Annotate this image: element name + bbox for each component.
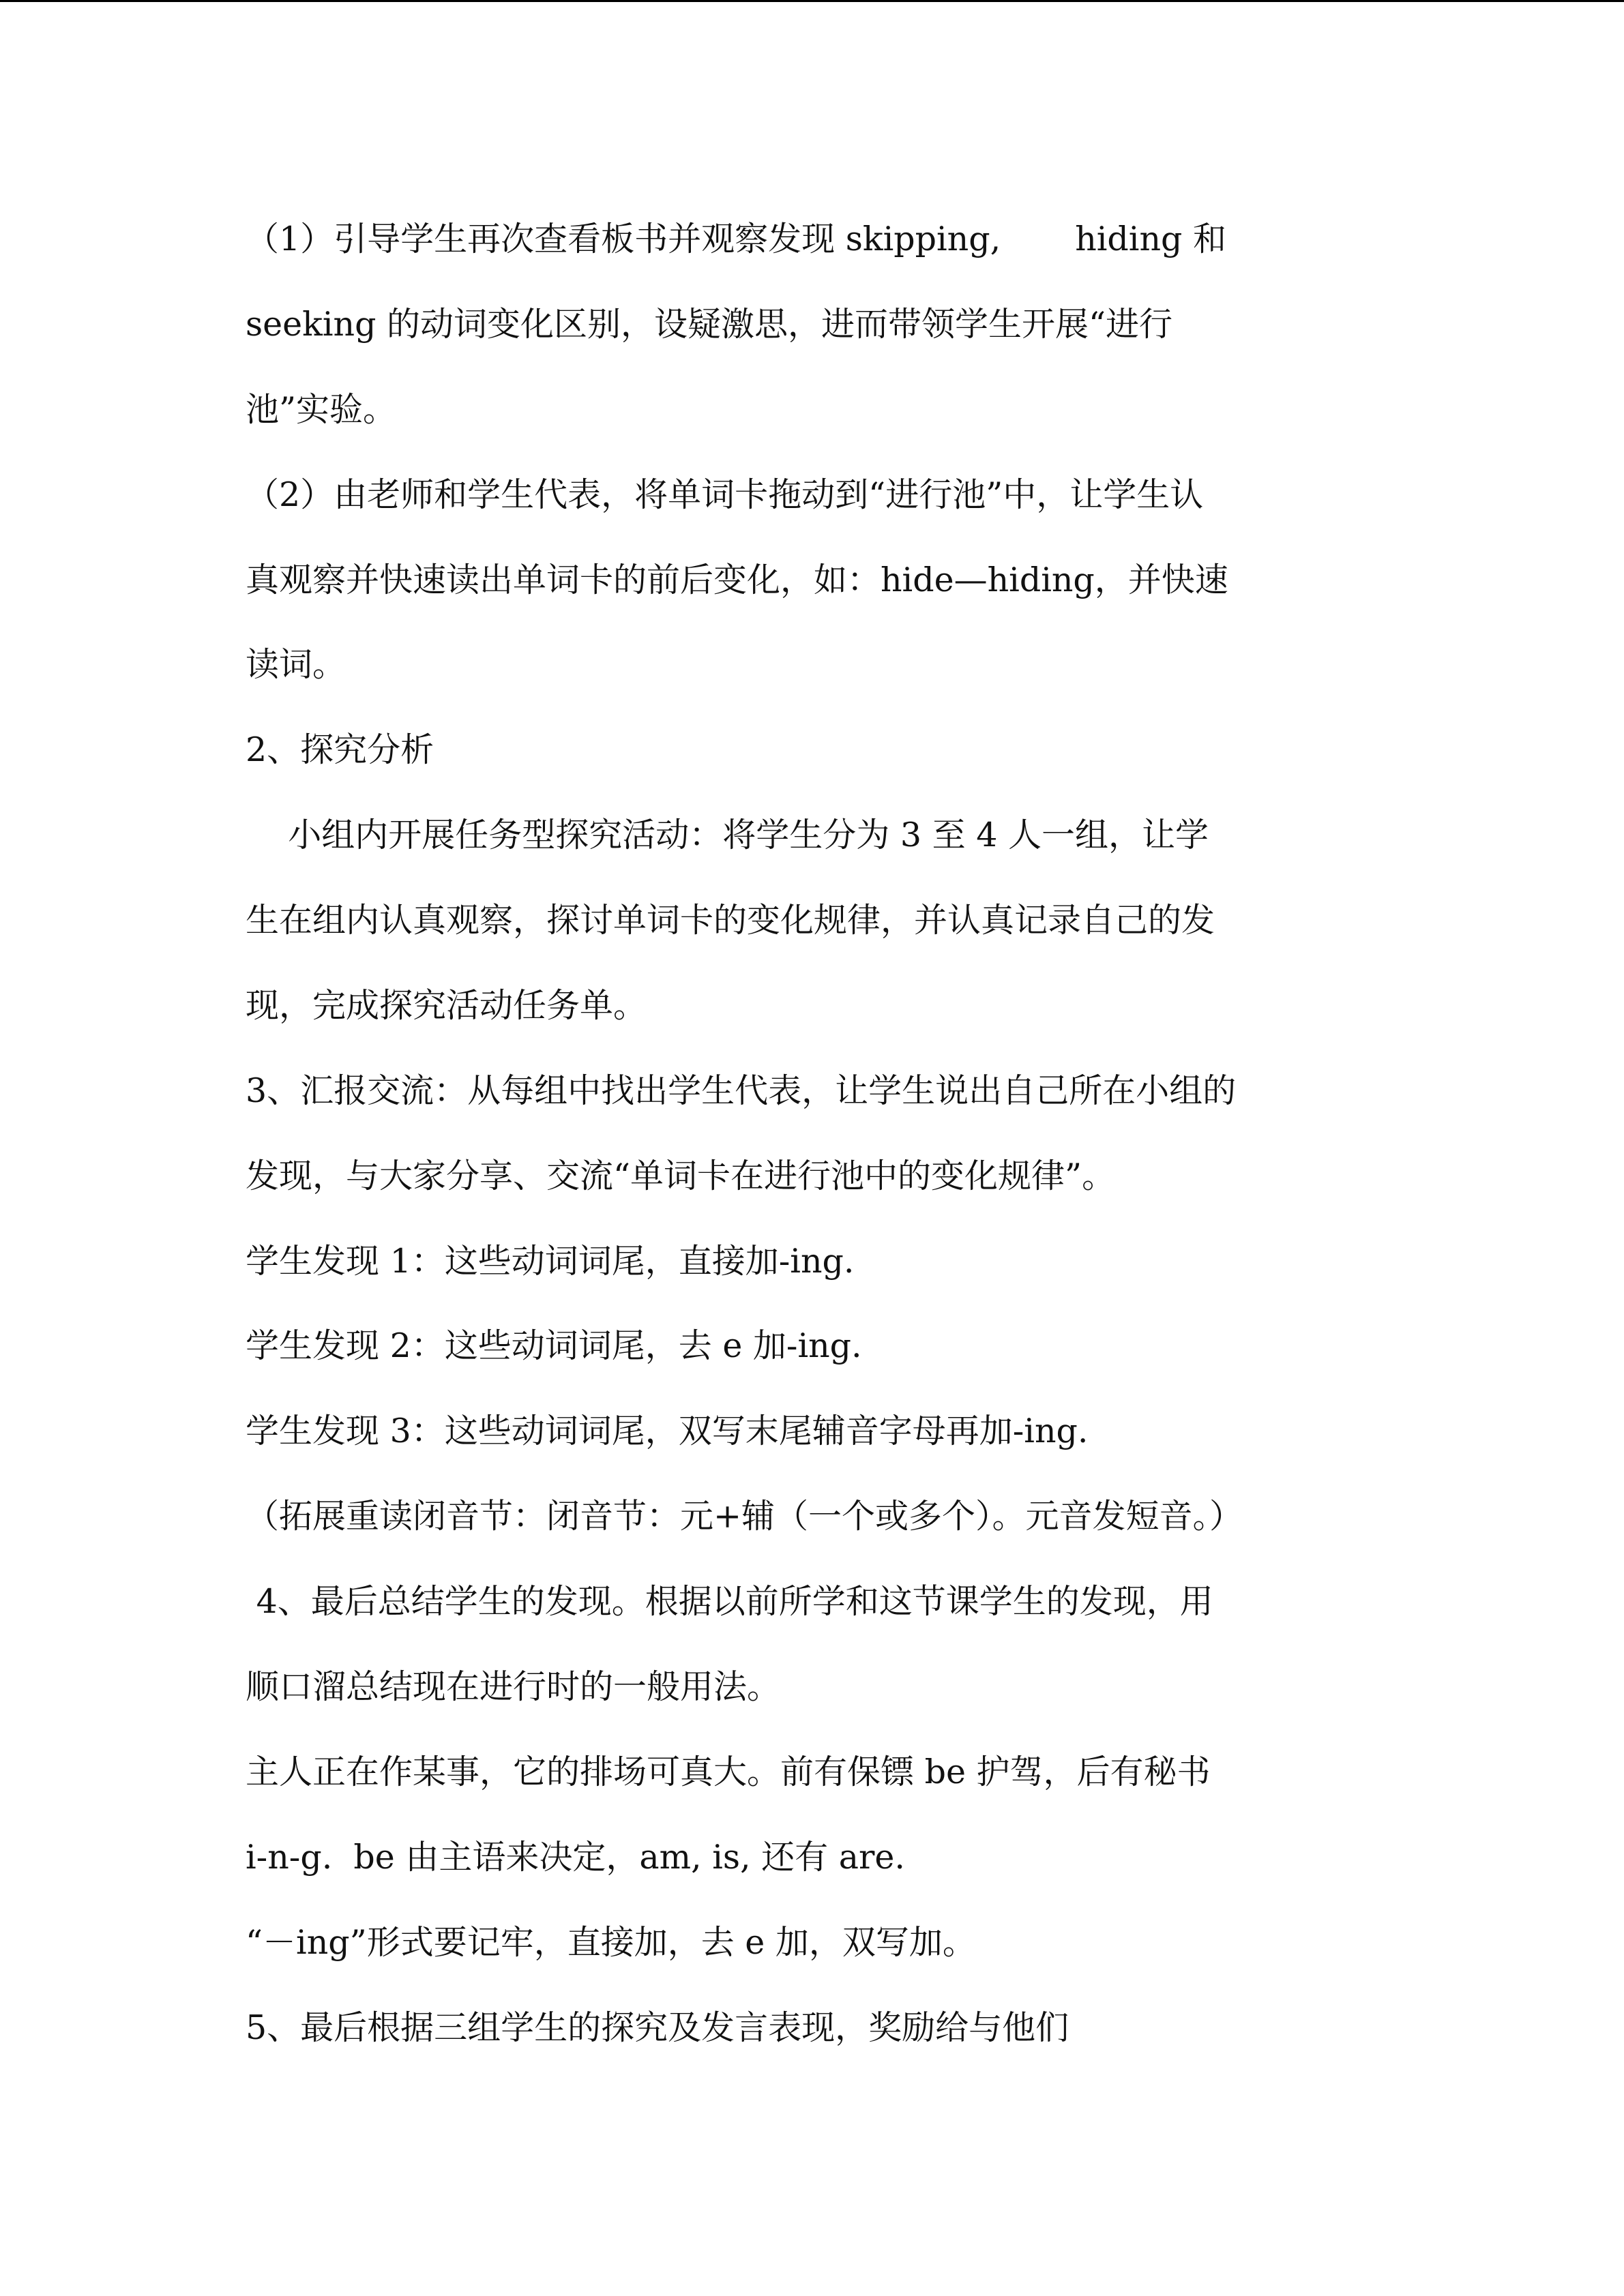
text-line: 生在组内认真观察，探讨单词卡的变化规律，并认真记录自己的发 xyxy=(246,901,1215,940)
text-line: 小组内开展任务型探究活动：将学生分为 3 至 4 人一组，让学 xyxy=(246,816,1209,854)
text-line: i-n-g. be 由主语来决定，am, is, 还有 are. xyxy=(246,1838,905,1877)
text-line: （2）由老师和学生代表，将单词卡拖动到“进行池”中，让学生认 xyxy=(246,475,1204,514)
text-line: 发现，与大家分享、交流“单词卡在进行池中的变化规律”。 xyxy=(246,1157,1116,1195)
text-line: 学生发现 1：这些动词词尾，直接加-ing. xyxy=(246,1242,855,1281)
text-line: seeking 的动词变化区别，设疑激思，进而带领学生开展“进行 xyxy=(246,305,1173,344)
text-line: 现，完成探究活动任务单。 xyxy=(246,986,647,1025)
text-line: 3、汇报交流：从每组中找出学生代表，让学生说出自己所在小组的 xyxy=(246,1071,1237,1110)
text-line: 学生发现 2：这些动词词尾，去 e 加-ing. xyxy=(246,1326,862,1365)
text-line: （拓展重读闭音节：闭音节：元+辅（一个或多个）。元音发短音。） xyxy=(246,1497,1243,1536)
text-line: 学生发现 3：这些动词词尾，双写末尾辅音字母再加-ing. xyxy=(246,1412,1089,1450)
text-line: 4、最后总结学生的发现。根据以前所学和这节课学生的发现，用 xyxy=(246,1582,1213,1621)
text-line: 读词。 xyxy=(246,645,346,684)
text-line: （1）引导学生再次查看板书并观察发现 skipping, hiding 和 xyxy=(246,220,1226,258)
text-line: 5、最后根据三组学生的探究及发言表现，奖励给与他们 xyxy=(246,2008,1069,2047)
text-line: 池”实验。 xyxy=(246,390,397,429)
top-border-line xyxy=(0,0,1624,2)
text-line: “－ing”形式要记牢，直接加，去 e 加，双写加。 xyxy=(246,1923,976,1962)
text-line: 主人正在作某事，它的排场可真大。前有保镖 be 护驾，后有秘书 xyxy=(246,1753,1211,1791)
text-line: 真观察并快速读出单词卡的前后变化，如：hide—hiding，并快速 xyxy=(246,561,1228,599)
text-line: 顺口溜总结现在进行时的一般用法。 xyxy=(246,1667,781,1706)
section-heading: 2、探究分析 xyxy=(246,730,434,769)
